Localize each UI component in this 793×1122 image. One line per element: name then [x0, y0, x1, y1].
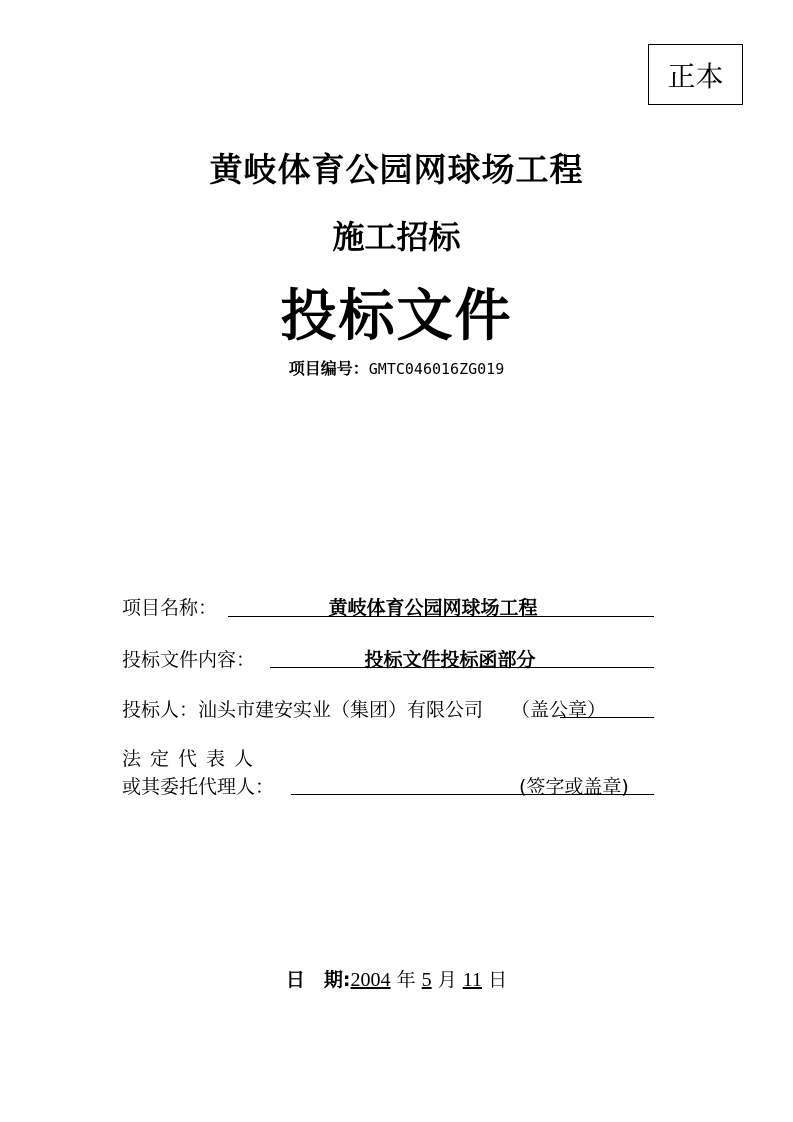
project-number — [0, 356, 793, 379]
project-number-label: 项目编号： — [288, 359, 369, 378]
original-copy-stamp — [648, 44, 743, 105]
document-title: 投标文件 — [280, 284, 513, 349]
date-label: 日 期: — [285, 969, 351, 991]
bidder-row — [122, 695, 606, 722]
date-year: 2004 — [350, 969, 391, 991]
date-row — [0, 965, 793, 992]
content-value: 投标文件投标函部分 — [364, 649, 536, 671]
date-day-unit: 日 — [488, 969, 508, 991]
representative-sign-note: (签字或盖章) — [519, 776, 629, 798]
bidder-label: 投标人： — [122, 699, 199, 721]
date-month-unit: 月 — [437, 969, 457, 991]
project-number-value: GMTC046016ZG019 — [368, 360, 505, 378]
representative-label-line1: 法定代表人 — [122, 748, 263, 770]
content-label: 投标文件内容： — [122, 649, 256, 671]
stamp-text: 正本 — [667, 59, 724, 93]
bidder-seal: （盖公章） — [511, 699, 607, 721]
date-month: 5 — [421, 969, 432, 991]
project-title: 黄岐体育公园网球场工程 — [209, 150, 584, 189]
tender-subtitle: 施工招标 — [332, 218, 461, 256]
project-name-value: 黄岐体育公园网球场工程 — [328, 597, 538, 619]
date-day: 11 — [462, 969, 483, 991]
representative-label-line2: 或其委托代理人： — [122, 776, 275, 798]
project-name-label: 项目名称： — [122, 597, 218, 619]
date-year-unit: 年 — [396, 969, 416, 991]
bidder-value: 汕头市建安实业（集团）有限公司 — [198, 699, 484, 721]
